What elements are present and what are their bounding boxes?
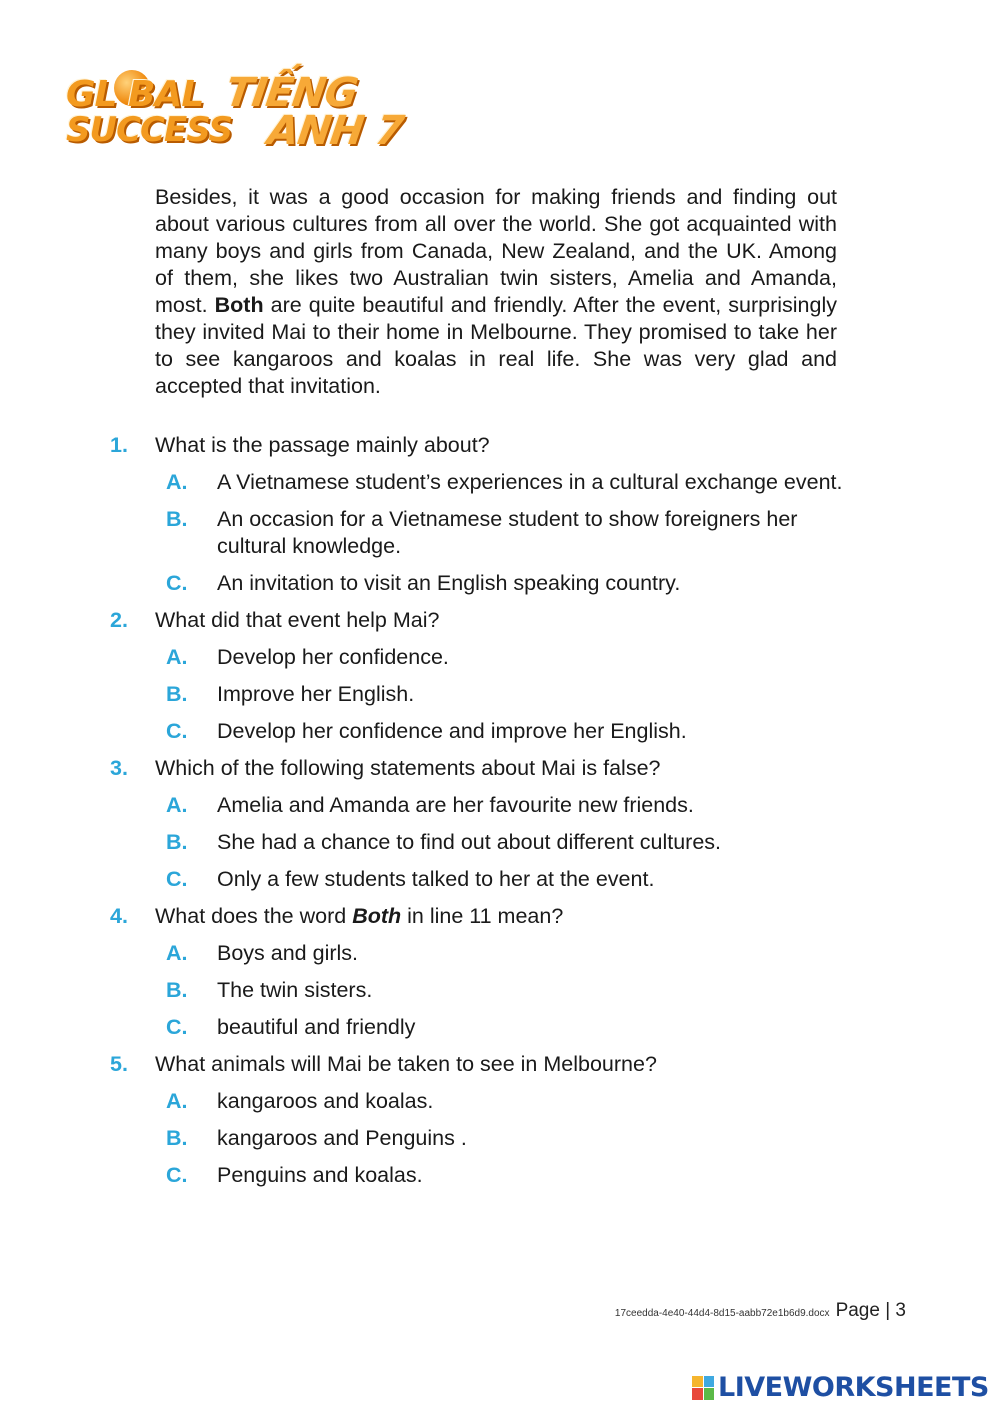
reading-passage [155,184,837,400]
option-text: She had a chance to find out about different cultures. [217,830,722,854]
question-text-after: in line 11 mean? [401,904,564,928]
option-3a[interactable] [0,792,1000,829]
option-letter: B. [166,1126,188,1150]
logo-tieng-text: TIẾNG [222,70,361,116]
question-text: Which of the following statements about Mai is false? [155,756,661,780]
question-number: 5. [110,1052,128,1076]
option-5b[interactable] [0,1125,1000,1162]
option-letter: C. [166,719,188,743]
option-text: An occasion for a Vietnamese student to show foreigners her cultural knowledge. [217,507,798,558]
page-number: Page | 3 [835,1300,906,1321]
question-number: 3. [110,756,128,780]
option-2c[interactable] [0,718,1000,755]
liveworksheets-wordmark: LIVEWORKSHEETS [718,1372,989,1403]
option-letter: B. [166,830,188,854]
option-text: A Vietnamese student’s experiences in a cultural exchange event. [217,470,843,494]
option-4c[interactable] [0,1014,1000,1051]
logo-anh-text: ANH 7 [264,108,406,154]
option-5a[interactable] [0,1088,1000,1125]
option-letter: A. [166,470,188,494]
liveworksheets-logo-icon [692,1376,714,1400]
question-2 [0,607,1000,644]
global-success-tieng-anh-7-logo [58,58,438,158]
option-text: kangaroos and Penguins . [217,1126,467,1150]
option-letter: C. [166,1015,188,1039]
option-text: Boys and girls. [217,941,359,965]
option-text: An invitation to visit an English speaking country. [217,571,681,595]
passage-bold-word: Both [214,293,264,317]
option-text: kangaroos and koalas. [217,1089,434,1113]
logo-global-text: GL BAL [66,74,204,115]
question-emphasis-word: Both [352,904,402,928]
option-letter: B. [166,682,188,706]
option-5c[interactable] [0,1162,1000,1199]
option-letter: A. [166,645,188,669]
option-letter: C. [166,571,188,595]
question-number: 4. [110,904,128,928]
option-letter: B. [166,507,188,531]
question-text-before: What does the word [155,904,353,928]
option-letter: B. [166,978,188,1002]
option-1b[interactable] [0,506,1000,570]
question-3 [0,755,1000,792]
option-2b[interactable] [0,681,1000,718]
question-text: What did that event help Mai? [155,608,440,632]
option-text: Only a few students talked to her at the event. [217,867,655,891]
option-letter: A. [166,793,188,817]
option-letter: C. [166,1163,188,1187]
question-1 [0,432,1000,469]
option-text: Develop her confidence and improve her English. [217,719,687,743]
option-text: The twin sisters. [217,978,373,1002]
option-3b[interactable] [0,829,1000,866]
liveworksheets-brand [692,1372,989,1403]
question-text: What is the passage mainly about? [155,433,490,457]
logo-success-text: SUCCESS [66,110,232,150]
option-letter: A. [166,1089,188,1113]
option-text: Improve her English. [217,682,415,706]
question-number: 2. [110,608,128,632]
question-5 [0,1051,1000,1088]
option-letter: C. [166,867,188,891]
question-list [0,432,1000,1199]
option-text: Develop her confidence. [217,645,449,669]
question-number: 1. [110,433,128,457]
question-4 [0,903,1000,940]
question-text: What animals will Mai be taken to see in Melbourne? [155,1052,657,1076]
document-filename: 17ceedda-4e40-44d4-8d15-aabb72e1b6d9.docx [614,1308,830,1319]
question-text [155,903,563,930]
option-1a[interactable] [0,469,1000,506]
option-4a[interactable] [0,940,1000,977]
option-3c[interactable] [0,866,1000,903]
option-2a[interactable] [0,644,1000,681]
passage-text-after: are quite beautiful and friendly. After the event, surprisingly they invited Mai to their home in Melbourne. They promised to take her to see kangaroos and koalas in real life. She was very glad and accepted that invitation. [155,293,837,398]
page-footer [615,1300,906,1322]
option-text: beautiful and friendly [217,1015,416,1039]
option-text: Penguins and koalas. [217,1163,423,1187]
option-text: Amelia and Amanda are her favourite new friends. [217,793,694,817]
option-4b[interactable] [0,977,1000,1014]
option-letter: A. [166,941,188,965]
option-1c[interactable] [0,570,1000,607]
passage-text-before: Besides, it was a good occasion for making friends and finding out about various cultures from all over the world. She got acquainted with many boys and girls from Canada, New Zealand, and the UK. Among of them, she likes two Australian twin sisters, Amelia and Amanda, most. [155,185,837,317]
